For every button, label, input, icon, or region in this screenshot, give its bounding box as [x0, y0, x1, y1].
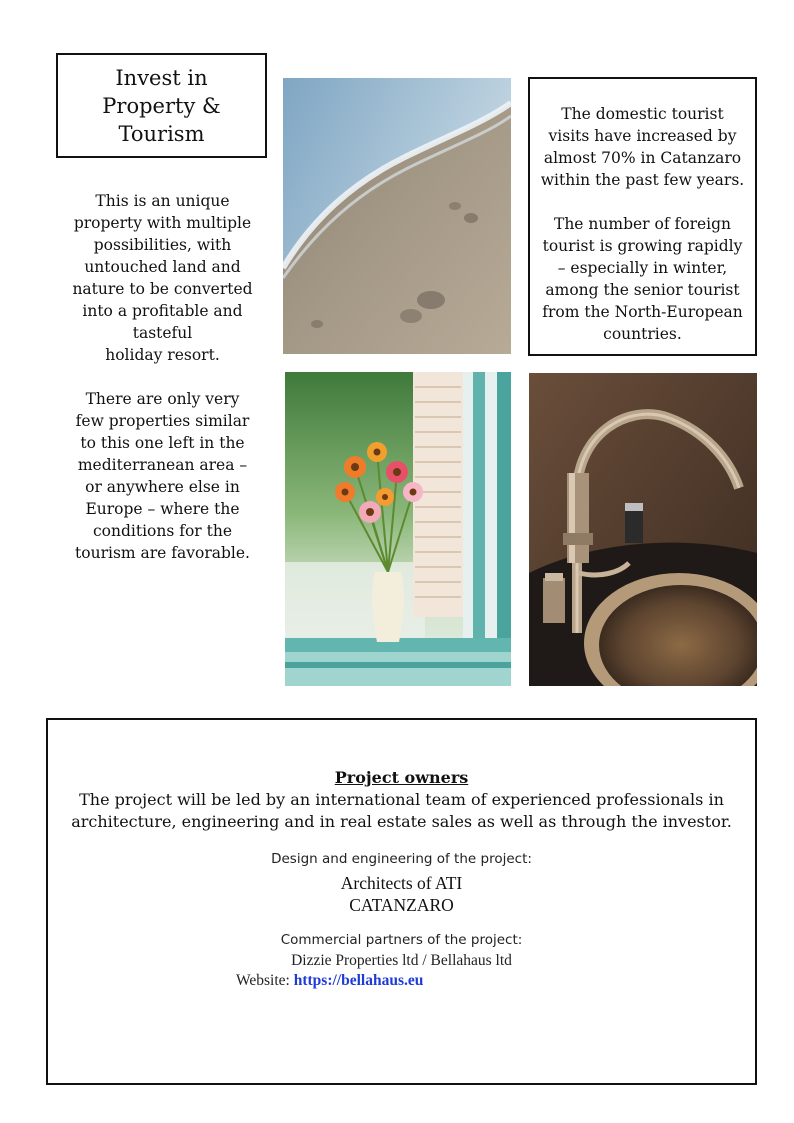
text-line: possibilities, with: [93, 236, 232, 254]
design-name-line: Architects of ATI: [340, 873, 463, 893]
kitchen-faucet-photo: [529, 373, 757, 686]
beach-footprints-photo: [283, 78, 511, 354]
tourism-stats-box: [528, 77, 757, 356]
design-name-line: CATANZARO: [349, 895, 454, 915]
text-line: untouched land and: [84, 258, 241, 276]
text-line: tasteful: [132, 324, 193, 342]
website-label: Website:: [236, 972, 290, 989]
text-line: conditions for the: [92, 522, 233, 540]
text-line: within the past few years.: [540, 171, 745, 189]
page-title: [58, 64, 265, 148]
text-line: tourist is growing rapidly: [542, 237, 743, 255]
title-line: Invest in: [115, 65, 208, 90]
title-box: [56, 53, 267, 158]
text-line: property with multiple: [73, 214, 252, 232]
website-line: [236, 972, 423, 990]
text-line: from the North-European: [542, 303, 743, 321]
description-line: The project will be led by an international team of experienced professionals in: [79, 790, 724, 809]
text-line: almost 70% in Catanzaro: [543, 149, 742, 167]
window-flowers-photo: [285, 372, 511, 686]
intro-paragraph-1: [60, 190, 265, 366]
text-line: to this one left in the: [80, 434, 245, 452]
title-line: Tourism: [118, 121, 205, 146]
design-name: [48, 872, 755, 916]
text-line: tourism are favorable.: [75, 544, 250, 562]
text-line: into a profitable and: [82, 302, 243, 320]
text-line: visits have increased by: [548, 127, 737, 145]
text-line: There are only very: [85, 390, 240, 408]
text-line: nature to be converted: [72, 280, 253, 298]
text-line: The number of foreign: [553, 215, 732, 233]
stats-paragraph-2: [530, 213, 755, 345]
text-line: The domestic tourist: [561, 105, 724, 123]
intro-paragraph-2: [60, 388, 265, 564]
text-line: or anywhere else in: [85, 478, 240, 496]
stats-paragraph-1: [530, 103, 755, 191]
intro-text: [60, 190, 265, 586]
commercial-label: Commercial partners of the project:: [280, 932, 523, 948]
text-line: holiday resort.: [105, 346, 220, 364]
owners-description: [68, 789, 735, 833]
text-line: few properties similar: [75, 412, 250, 430]
text-line: – especially in winter,: [557, 259, 728, 277]
design-label: Design and engineering of the project:: [271, 851, 532, 867]
text-line: countries.: [603, 325, 682, 343]
project-owners-box: [46, 718, 757, 1085]
text-line: mediterranean area –: [77, 456, 248, 474]
title-line: Property &: [102, 93, 221, 118]
partners-text: Dizzie Properties ltd / Bellahaus ltd: [291, 952, 512, 969]
owners-title: Project owners: [334, 768, 469, 787]
description-line: architecture, engineering and in real estate sales as well as through the investor.: [71, 812, 732, 831]
text-line: This is an unique: [95, 192, 230, 210]
website-link[interactable]: https://bellahaus.eu: [293, 972, 424, 989]
text-line: Europe – where the: [85, 500, 240, 518]
text-line: among the senior tourist: [545, 281, 740, 299]
